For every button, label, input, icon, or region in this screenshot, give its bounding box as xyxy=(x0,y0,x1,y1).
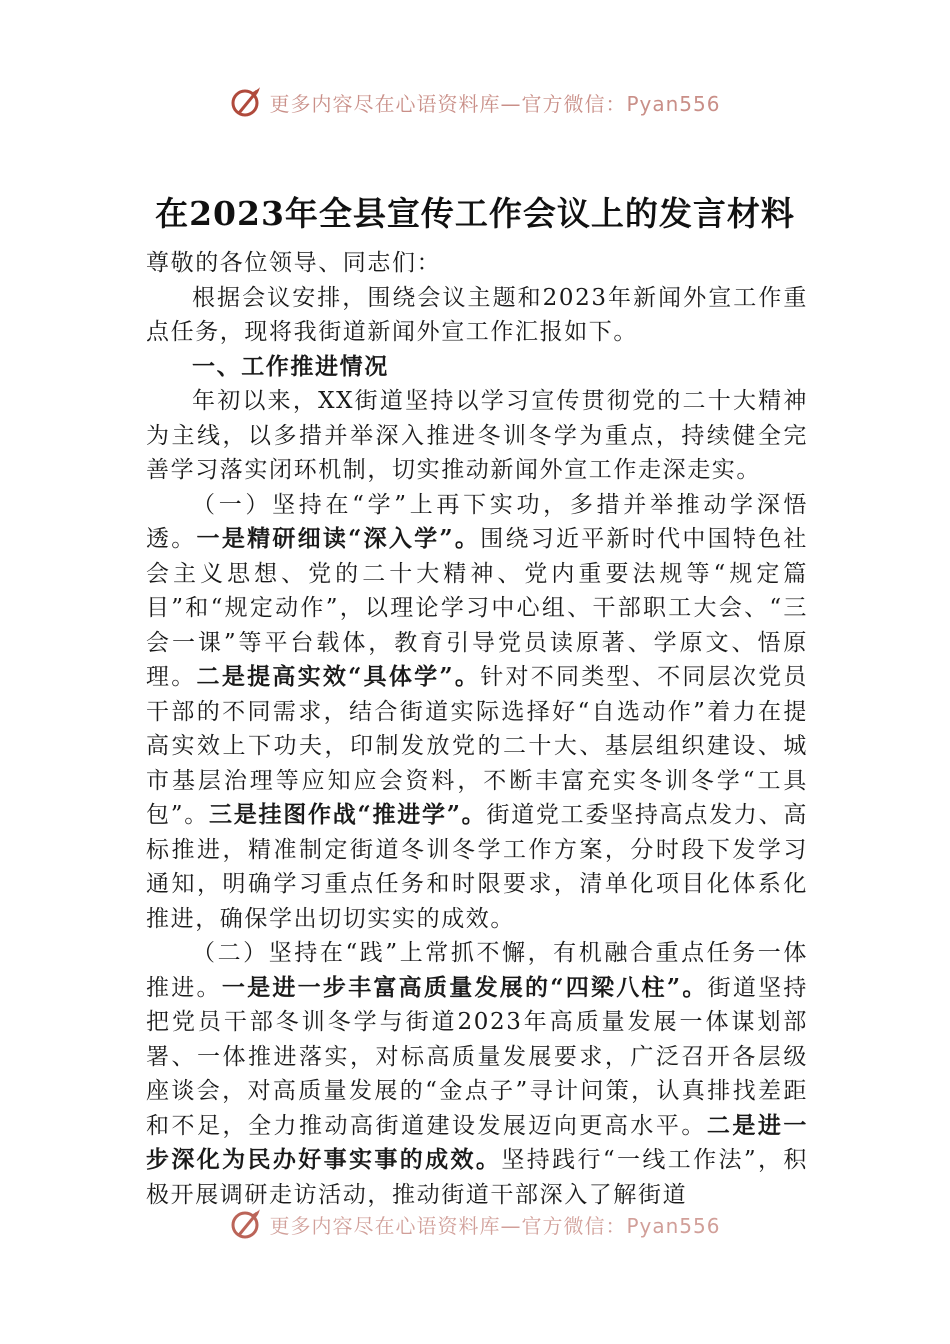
point-1-1-title: 一是精研细读“深入学”。 xyxy=(196,525,481,552)
watermark-header xyxy=(0,82,950,122)
point-1-2-title: 二是提高实效“具体学”。 xyxy=(196,663,481,690)
point-2-2-title: 二是进一步深化为民办好事实事的成效。 xyxy=(146,1111,808,1173)
intro-paragraph: 根据会议安排，围绕会议主题和2023年新闻外宣工作重点任务，现将我街道新闻外宣工作汇报如下。 xyxy=(146,284,808,345)
salutation: 尊敬的各位领导、同志们： xyxy=(146,250,442,276)
watermark-footer xyxy=(0,1204,950,1244)
point-2-2-text: 坚持践行“一线工作法”，积极开展调研走访活动，推动街道干部深入了解街道 xyxy=(146,1147,808,1208)
quill-logo-icon xyxy=(229,1207,263,1241)
subsection2-paragraph xyxy=(146,936,808,1212)
point-1-3-title: 三是挂图作战“推进学”。 xyxy=(209,801,487,828)
point-2-1-text: 街道坚持把党员干部冬训冬学与街道2023年高质量发展一体谋划部署、一体推进落实，对标高质量发展要求，广泛召开各层级座谈会，对高质量发展的“金点子”寻计问策，认真排找差距和不足，全力推动高街道建设发展迈向更高水平。 xyxy=(146,974,808,1139)
watermark-text: 更多内容尽在心语资料库—官方微信：Pyan556 xyxy=(269,1213,721,1238)
point-1-3-text: 街道党工委坚持高点发力、高标推进，精准制定街道冬训冬学工作方案，分时段下发学习通知，明确学习重点任务和时限要求，清单化项目化体系化推进，确保学出切切实实的成效。 xyxy=(146,802,808,932)
subsection1-heading: （一）坚持在“学”上再下实功，多措并举推动学深悟透。 xyxy=(146,491,808,552)
section1-paragraph: 年初以来，XX街道坚持以学习宣传贯彻党的二十大精神为主线，以多措并举深入推进冬训冬学为重点，持续健全完善学习落实闭环机制，切实推动新闻外宣工作走深走实。 xyxy=(146,388,808,483)
document-title: 在2023年全县宣传工作会议上的发言材料 xyxy=(155,194,795,233)
point-1-1-text: 围绕习近平新时代中国特色社会主义思想、党的二十大精神、党内重要法规等“规定篇目”和“规定动作”，以理论学习中心组、干部职工大会、“三会一课”等平台载体，教育引导党员读原著、学原文、悟原理。 xyxy=(146,526,808,690)
document-body xyxy=(146,246,808,1212)
watermark-text: 更多内容尽在心语资料库—官方微信：Pyan556 xyxy=(269,91,721,116)
section-heading-1: 一、工作推进情况 xyxy=(192,353,389,380)
subsection2-heading: （二）坚持在“践”上常抓不懈，有机融合重点任务一体推进。 xyxy=(146,940,808,1001)
quill-logo-icon xyxy=(229,85,263,119)
subsection1-paragraph xyxy=(146,488,808,937)
point-2-1-title: 一是进一步丰富高质量发展的“四梁八柱”。 xyxy=(221,973,708,1001)
point-1-2-text: 针对不同类型、不同层次党员干部的不同需求，结合街道实际选择好“自选动作”着力在提高实效上下功夫，印制发放党的二十大、基层组织建设、城市基层治理等应知应会资料，不断丰富充实冬训冬学“工具包”。 xyxy=(146,664,808,828)
